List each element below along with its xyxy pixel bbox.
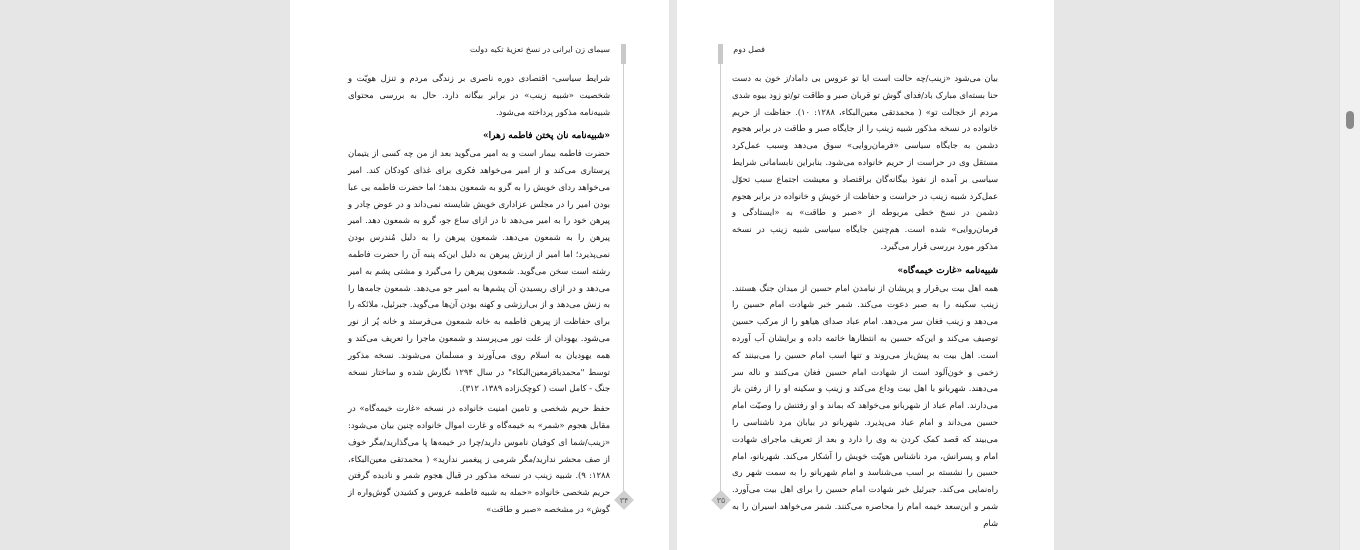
margin-line [720,64,721,496]
vertical-scrollbar[interactable] [1339,0,1360,550]
right-page [677,0,1054,550]
header-marker [718,44,723,64]
paragraph: حفظ حریم شخصی و تامین امنیت خانواده در نسخه «غارت خیمه‌گاه» در مقابل هجوم «شمر» به خیمه‌گاه و غارت اموال خانواده چنین بیان می‌شود: «زینب/شما ای کوفیان ناموس دارید/چرا در خیمه‌ها پا می‌گذارید/مگر خوف از صف محشر ندارید/مگر شرمی ز پیغمبر ندارید» ( محمدتقی معین‌البکاء، ۱۲۸۸: ۹). شبیه زینب در نسخه مذکور در قبال هجوم شمر و نادیده گرفتن حریم شخصی خانواده «حمله به شبیه فاطمه عروس و کشیدن گوش‌واره از گوش» در مشخصه «صبر و طاقت» [348,403,610,514]
paragraph: حضرت فاطمه بیمار است و به امیر می‌گوید بعد از من چه کسی از یتیمان پرستاری می‌کند و از امیر می‌خواهد فکری برای غذای کودکان کند. امیر می‌خواهد ردای خویش را به گرو به شمعون بدهد؛ اما حضرت فاطمه بی عبا بودن امیر را در مجلس عزاداری خویش شایسته نمی‌داند و در عوض چادر و پیرهن خود را به امیر می‌دهد تا در ازای ساع جو، گرو به شمعون دهد. امیر پیرهن را به شمعون می‌دهد. شمعون پیرهن را به دلیل مُندرس بودن نمی‌پذیرد؛ اما امیر از ارزش پیرهن به دلیل این‌که پنبه آن را حضرت فاطمه رشته است سخن می‌گوید. شمعون پیرهن را می‌گیرد و مشتی پشم به امیر می‌دهد و در ازای ریسیدن آن پشم‌ها به امیر جو می‌دهد. شمعون جامه‌ها را به زنش می‌دهد و از بی‌ارزشی و کهنه بودن آن‌ها می‌گوید. جبرئیل، ملائکه را برای حفاظت از پیرهن فاطمه به خانه شمعون می‌فرستد و خانه پُر از نور می‌شود. یهودان از علت نور می‌پرسند و شمعون ماجرا را تعریف می‌کند و همه یهودیان به اسلام روی می‌آورند و مسلمان می‌شوند. نسخه مذکور توسط "محمدباقرمعین‌البکاء" در سال ۱۲۹۴ نگارش شده و ساختار نسخه جنگ - کامل است ( کوچک‌زاده ۱۳۸۹، ۳۱۲). [348,148,610,394]
page-number: ۳۵ [716,496,726,505]
section-heading: «شبیه‌نامه نان پختن فاطمه زهرا» [482,131,610,142]
intro-paragraph: بیان می‌شود «زینب/چه حالت است ایا تو عروس بی داماد/ز خون به دست حنا بسته‌ای مبارک باد/فدای گوش تو قربان صبر و طاقت تو/تو زود بیوه شدی مردم از خجالت تو» ( محمدتقی معین‌البکاء، ۱۲۸۸: ۱۰). حفاظت از حریم خانواده در نسخه مذکور شبیه زینب را از جایگاه صبر و طاقت در برابر هجوم دشمن به جایگاه سیاسی «فرمان‌روایی» سوق می‌دهد وسبب عمل‌کرد مستقل وی در حراست از حریم خانواده می‌شود. بنابراین نابسامانی شرایط سیاسی بر آمده از نفوذ بیگانه‌گان براقتصاد و معیشت اجتماع سبب تحوّل عمل‌کرد شبیه زینب در حراست و حفاظت از خویش و خانواده در برابر هجوم دشمن در نسخ خطی مربوطه از «صبر و طاقت» به «ایستادگی و فرمان‌روایی» شده است. هم‌چنین جایگاه سیاسی شبیه زینب در نسخه مذکور مورد بررسی قرار می‌گیرد. [732,73,998,251]
body-text [348,70,610,518]
section-heading: شبیه‌نامه «غارت خیمه‌گاه» [897,265,998,276]
body-text [732,70,998,532]
left-page [290,0,669,550]
scrollbar-thumb[interactable] [1346,111,1354,129]
running-header: فصل دوم [733,45,765,54]
page-number: ۳۴ [619,496,629,505]
paragraph: همه اهل بیت بی‌قرار و پریشان از نیامدن امام حسین از میدان جنگ هستند. زینب سکینه را به صبر دعوت می‌کند. شمر خبر شهادت امام حسین را می‌دهد و زینب فغان سر می‌دهد. امام عباد صدای هیاهو را از مرکب حسین توصیف می‌کند و این‌که حسین به انتظارها خاتمه داده و برایشان آب آورده است. اهل بیت به پیش‌باز می‌روند و تنها اسب امام حسین را می‌بینند که زخمی و خون‌آلود است از شهادت امام حسین فغان می‌کنند و ناله سر می‌دهند. شهربانو با اهل بیت وداع می‌کند و زینب و سکینه او را از رفتن باز می‌دارند. امام عباد از شهربانو می‌خواهد که بماند و او رفتنش را وصیّت امام حسین می‌داند و امام عباد می‌پذیرد. شهربانو در بیابان مرد ناشناسی را می‌بیند که قصد کمک کردن به وی را دارد و بعد از تعریف ماجرای شهادت امام و پسرانش، مرد ناشناس هویّت خویش را آشکار می‌کند. شهربانو، امام حسین را نشسته بر اسب می‌شناسد و امام شهربانو را به سمت شهر ری راه‌نمایی می‌کند. جبرئیل خبر شهادت امام حسین را برای اهل بیت می‌آورد. شمر و ابن‌سعد خیمه امام را محاصره می‌کنند. شمر می‌خواهد اسیران را به شام [732,282,998,528]
running-header: سیمای زن ایرانی در نسخ تعزیهٔ تکیه دولت [470,45,610,54]
margin-line [623,64,624,496]
intro-paragraph: شرایط سیاسی- اقتصادی دوره ناصری بر زندگی مردم و تنزل هویّت و شخصیت «شبیه زینب» در برابر بیگانه دارد. حال به بررسی محتوای شبیه‌نامه مذکور پرداخته می‌شود. [348,73,610,117]
header-marker [621,44,626,64]
